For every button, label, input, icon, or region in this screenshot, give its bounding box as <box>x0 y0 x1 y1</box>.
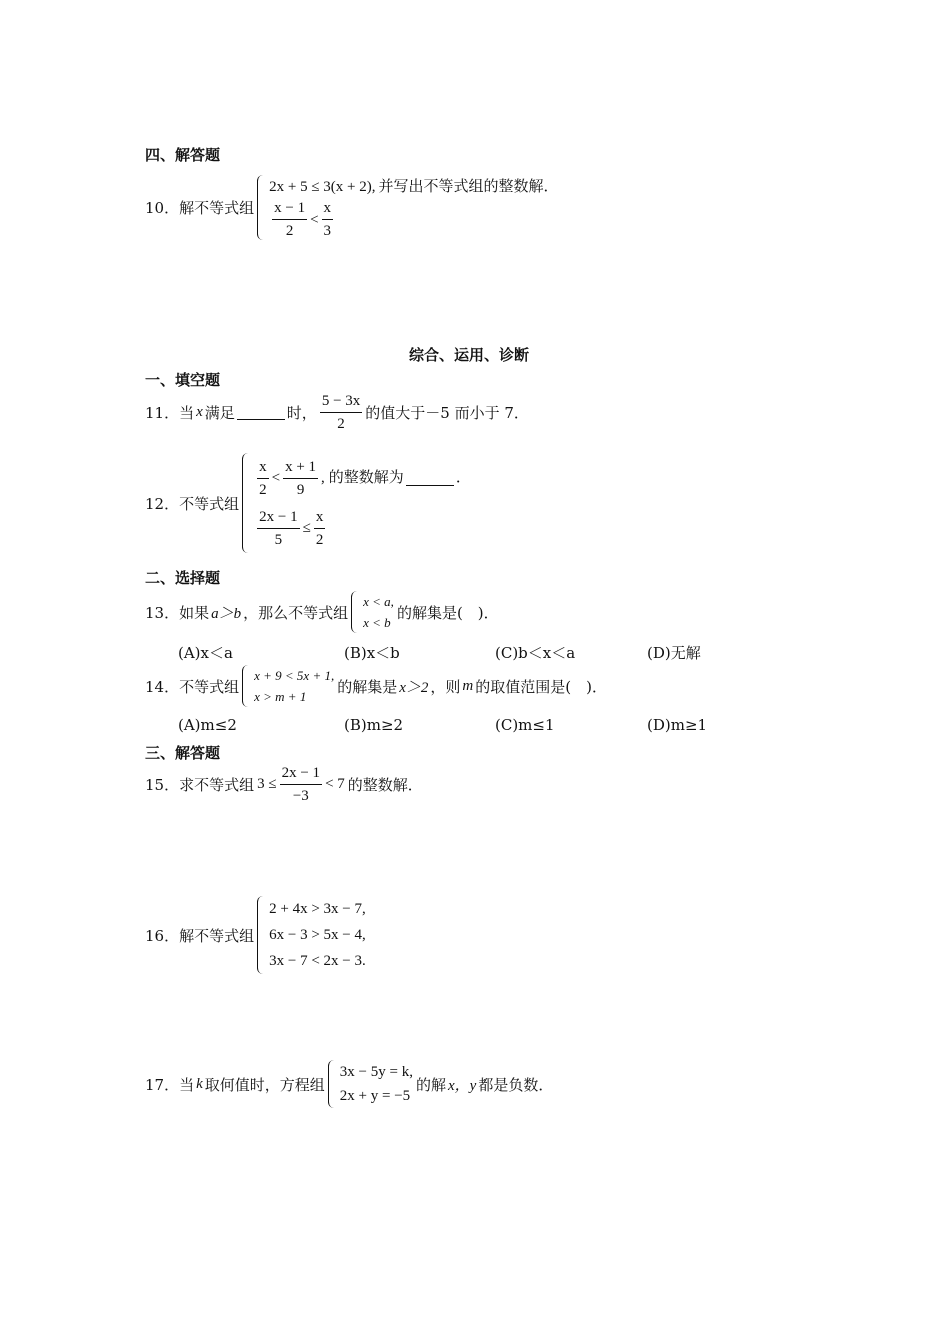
question-13: 13． 如果 a＞b ，那么不等式组 x < a, x < b 的解集是( )． <box>145 591 499 633</box>
equation-system: 3x − 5y = k, 2x + y = −5 <box>328 1060 413 1108</box>
question-10 <box>145 175 559 240</box>
inequality-system: 2 + 4x > 3x − 7, 6x − 3 > 5x − 4, 3x − 7 < 2x − 3. <box>257 896 366 974</box>
brace-icon <box>242 453 250 553</box>
option-b[interactable]: (B)x＜b <box>344 644 400 662</box>
brace-icon <box>257 896 265 974</box>
inequality-system <box>242 453 471 553</box>
question-16: 16． 解不等式组 2 + 4x > 3x − 7, 6x − 3 > 5x − 4, 3x − 7 < 2x − 3. <box>145 896 369 974</box>
question-12: 12． 不等式组 $\frac{x}{2}$ < $\frac{x + 1}{9}$ , 的整数解为 ． $\frac{2x - 1}{5}$ ≤ $\frac{x}{2}$ <box>145 453 474 553</box>
question-17: 17． 当 k 取何值时，方程组 3x − 5y = k, 2x + y = −5 的解 x，y 都是负数． <box>145 1060 553 1108</box>
brace-icon <box>242 665 250 707</box>
fraction: $\frac{5 - 3x}{2}$ <box>321 393 361 432</box>
part-title: 综合、运用、诊断 <box>409 346 530 364</box>
option-c[interactable]: (C)b＜x＜a <box>495 644 576 662</box>
question-14: 14． 不等式组 x + 9 < 5x + 1, x > m + 1 的解集是 x＞2 ，则 m 的取值范围是( )． <box>145 665 607 707</box>
answer-blank[interactable] <box>406 471 454 486</box>
fraction: $\frac{2x - 1}{-3}$ <box>281 765 321 804</box>
brace-icon <box>257 175 265 240</box>
system-row-2: $\frac{2x - 1}{5}$ ≤ $\frac{x}{2}$ <box>259 508 324 548</box>
question-number: 15． <box>145 776 180 794</box>
question-number: 11． <box>145 404 180 422</box>
inequality-system: x + 9 < 5x + 1, x > m + 1 <box>242 665 334 707</box>
question-number: 12． <box>145 494 180 513</box>
question-number: 14． <box>145 677 180 696</box>
option-c[interactable]: (C)m≤1 <box>495 716 555 734</box>
question-number: 10． <box>145 199 180 217</box>
section-heading-3: 三、解答题 <box>145 744 221 762</box>
section-heading-2: 二、选择题 <box>145 569 221 587</box>
option-a[interactable]: (A)x＜a <box>178 644 233 662</box>
section-heading-1: 一、填空题 <box>145 371 221 389</box>
answer-blank[interactable] <box>237 405 285 420</box>
question-number: 17． <box>145 1075 180 1094</box>
question-number: 13． <box>145 603 180 622</box>
inequality-system: x < a, x < b <box>351 591 394 633</box>
system-row-2: $\frac{x - 1}{2}$ < $\frac{x}{3}$ <box>274 200 332 239</box>
system-row-1: 2x + 5 ≤ 3(x + 2), <box>269 179 376 195</box>
question-15: 15． 求不等式组 3 ≤ $\frac{2x - 1}{-3}$ < 7 的整数解． <box>145 765 423 804</box>
option-a[interactable]: (A)m≤2 <box>178 716 237 734</box>
system-row-1: $\frac{x}{2}$ < $\frac{x + 1}{9}$ , 的整数解为 ． <box>259 458 471 498</box>
inequality-system <box>257 175 375 240</box>
question-tail: 并写出不等式组的整数解． <box>378 177 559 195</box>
question-11: 11． 当 x 满足 时， $\frac{5 - 3x}{2}$ 的值大于－5 而小于 7． <box>145 393 529 432</box>
brace-icon <box>328 1060 336 1108</box>
option-d[interactable]: (D)无解 <box>647 644 701 662</box>
brace-icon <box>351 591 359 633</box>
option-d[interactable]: (D)m≥1 <box>647 716 708 734</box>
question-number: 16． <box>145 926 180 945</box>
question-lead: 解不等式组 <box>179 199 255 217</box>
section-heading-4: 四、解答题 <box>145 146 221 164</box>
option-b[interactable]: (B)m≥2 <box>344 716 404 734</box>
